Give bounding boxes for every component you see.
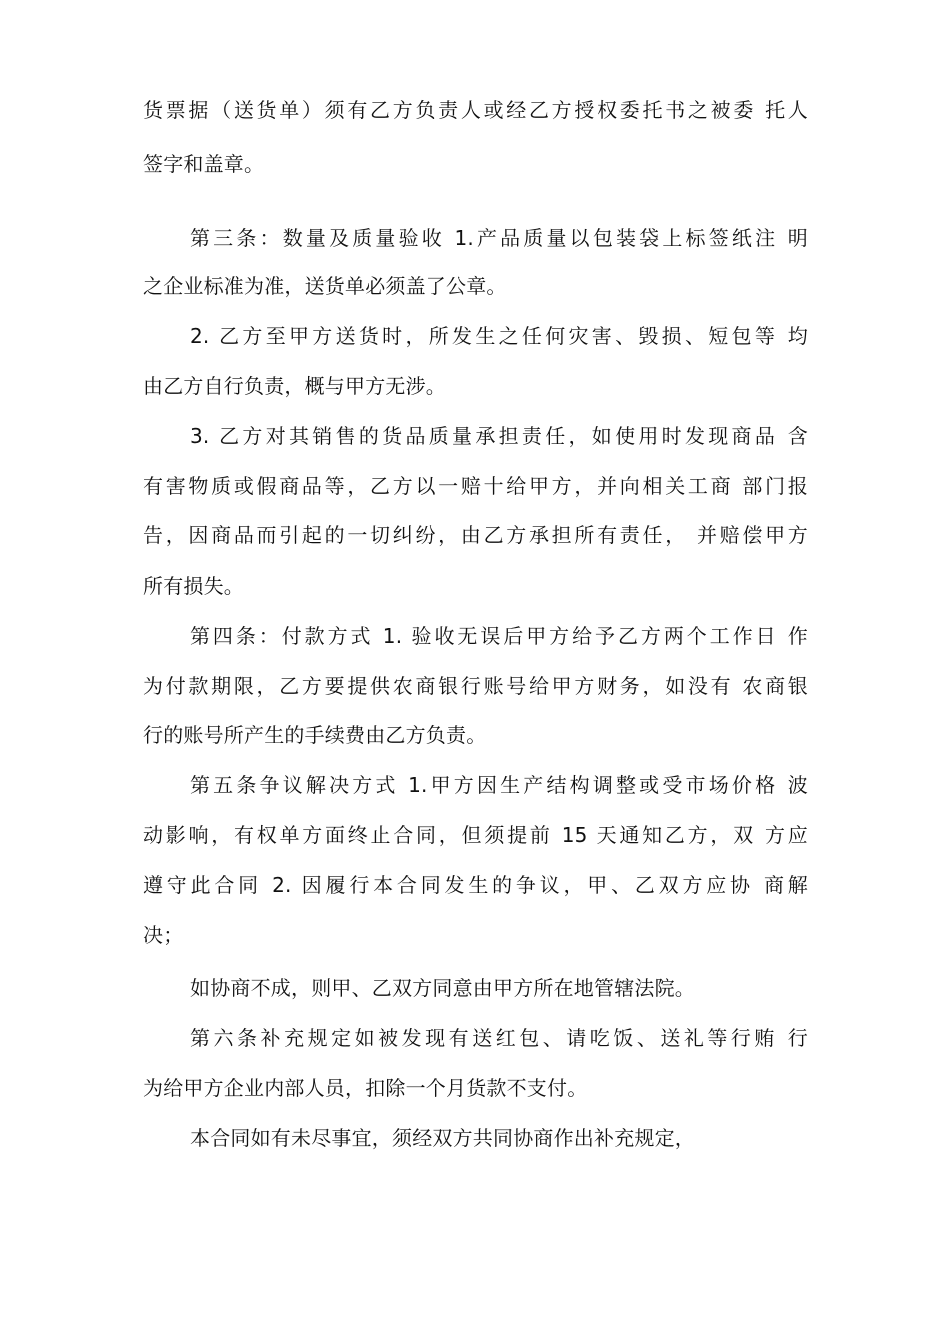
text-line: 所有损失。 [143, 574, 244, 598]
text-line: 第四条：付款方式 1. 验收无误后甲方给予乙方两个工作日 作 [190, 624, 808, 648]
text-line: 告，因商品而引起的一切纠纷，由乙方承担所有责任， 并赔偿甲方 [143, 523, 808, 547]
text-line: 如协商不成，则甲、乙双方同意由甲方所在地管辖法院。 [190, 976, 695, 1000]
text-line: 签字和盖章。 [143, 152, 265, 176]
text-line: 由乙方自行负责，概与甲方无涉。 [143, 374, 446, 398]
text-line: 第五条争议解决方式 1.甲方因生产结构调整或受市场价格 波 [190, 773, 808, 797]
text-line: 有害物质或假商品等，乙方以一赔十给甲方，并向相关工商 部门报 [143, 474, 808, 498]
text-line: 之企业标准为准，送货单必须盖了公章。 [143, 274, 507, 298]
text-line: 第六条补充规定如被发现有送红包、请吃饭、送礼等行贿 行 [190, 1026, 808, 1050]
text-line: 3. 乙方对其销售的货品质量承担责任，如使用时发现商品 含 [190, 424, 808, 448]
text-line: 决； [143, 923, 184, 947]
text-line: 为给甲方企业内部人员，扣除一个月货款不支付。 [143, 1076, 588, 1100]
text-line: 2. 乙方至甲方送货时，所发生之任何灾害、毁损、短包等 均 [190, 324, 808, 348]
text-line: 遵守此合同 2. 因履行本合同发生的争议，甲、乙双方应协 商解 [143, 873, 808, 897]
text-line: 第三条：数量及质量验收 1.产品质量以包装袋上标签纸注 明 [190, 226, 808, 250]
text-line: 动影响，有权单方面终止合同，但须提前 15 天通知乙方，双 方应 [143, 823, 808, 847]
text-line: 本合同如有未尽事宜，须经双方共同协商作出补充规定， [190, 1126, 695, 1150]
text-line: 货票据（送货单）须有乙方负责人或经乙方授权委托书之被委 托人 [143, 98, 808, 122]
text-line: 为付款期限，乙方要提供农商银行账号给甲方财务，如没有 农商银 [143, 674, 808, 698]
text-line: 行的账号所产生的手续费由乙方负责。 [143, 723, 487, 747]
